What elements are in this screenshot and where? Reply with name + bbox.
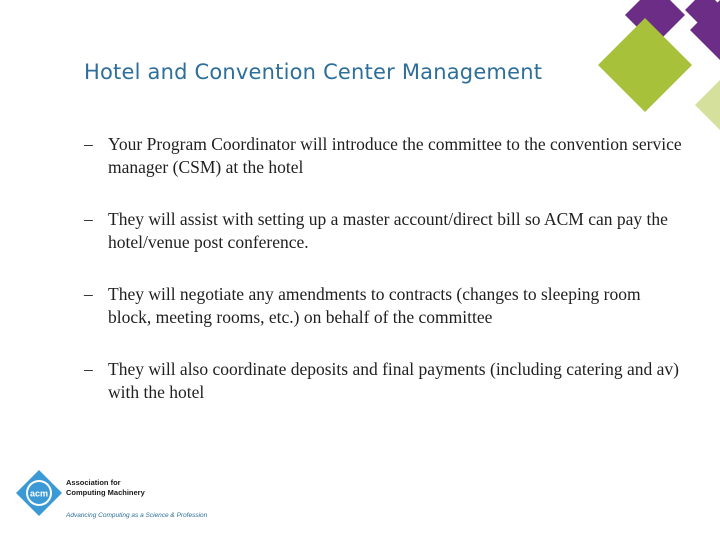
bullet-item	[84, 283, 684, 329]
acm-tagline: Advancing Computing as a Science & Profession	[66, 512, 208, 519]
bullet-dash: –	[84, 209, 93, 229]
acm-logo-mark-text: acm	[29, 488, 49, 499]
acm-name-line1: Association for	[66, 478, 121, 487]
bullet-item	[84, 208, 684, 254]
acm-name	[66, 478, 216, 497]
acm-logo	[14, 468, 214, 528]
bullet-text: They will assist with setting up a master account/direct bill so ACM can pay the hotel/venue post conference.	[108, 209, 668, 252]
bullet-dash: –	[84, 284, 93, 304]
bullet-dash: –	[84, 134, 93, 154]
bullet-text: They will negotiate any amendments to contracts (changes to sleeping room block, meeting rooms, etc.) on behalf of the committee	[108, 284, 641, 327]
acm-logo-icon	[14, 468, 64, 518]
acm-name-line2: Computing Machinery	[66, 487, 145, 497]
bullet-list	[84, 133, 684, 433]
light-green-diamond	[695, 80, 720, 130]
bullet-text: They will also coordinate deposits and final payments (including catering and av) with the hotel	[108, 359, 680, 402]
bullet-item	[84, 133, 684, 179]
bullet-text: Your Program Coordinator will introduce the committee to the convention service manager (CSM) at the hotel	[108, 134, 682, 177]
bullet-item	[84, 358, 684, 404]
slide-title: Hotel and Convention Center Management	[84, 60, 543, 84]
bullet-dash: –	[84, 359, 93, 379]
